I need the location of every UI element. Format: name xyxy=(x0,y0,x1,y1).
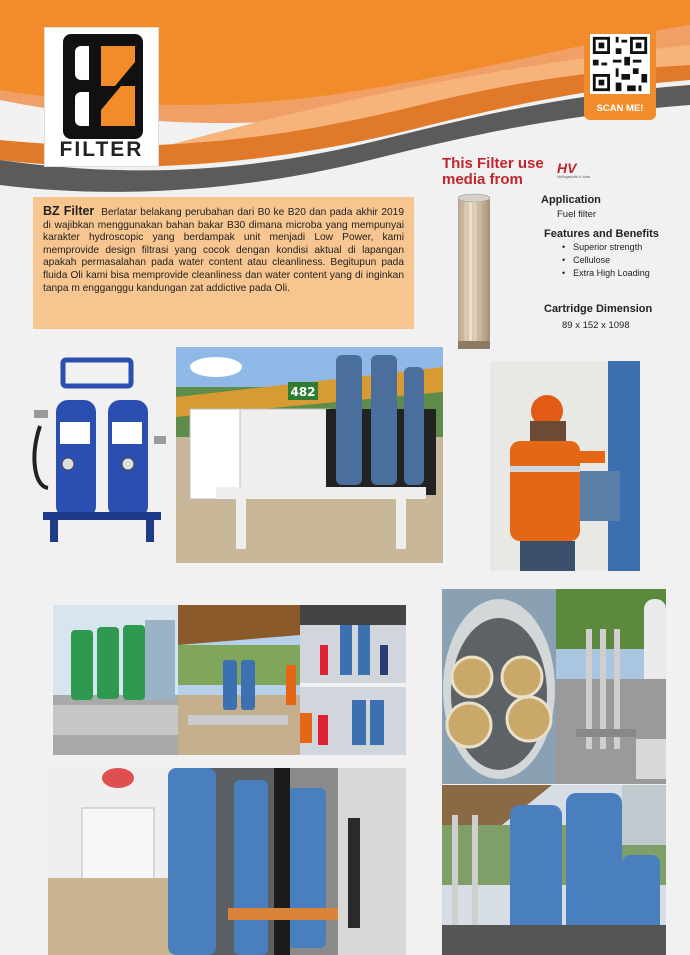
application-title: Application xyxy=(541,194,601,206)
photo-tank-area xyxy=(48,768,406,955)
hv-tagline: Hollingsworth & Vose xyxy=(557,175,591,179)
logo-text: FILTER xyxy=(59,138,144,161)
features-list xyxy=(562,241,650,280)
unit-tag: 482 xyxy=(290,385,316,399)
photo-blue-filter-unit xyxy=(28,356,176,546)
features-title: Features and Benefits xyxy=(544,228,659,240)
photo-green-filters xyxy=(53,605,178,755)
photo-site-shelter xyxy=(178,605,300,755)
qr-code-badge[interactable] xyxy=(584,28,656,120)
bz-logo-mark xyxy=(63,34,143,139)
description-body: Berlatar belakang perubahan dari B0 ke B20 dan pada akhir 2019 di wajibkan menggunakan bahan bakar B30 dimana microba yang mempunyai karakter hydroscopic yang berdampak unit menjadi Low Power, kami memprovide design filtrasi yang cocok dengan kondisi aktual di lapangan apakah permasalahan pada water content atau cleanliness. Begitupun pada fluida Oli kami bisa memprovide cleanliness dan water content yang di inginkan tanpa m engganggu kandungan zat addictive pada Oli. xyxy=(43,207,404,294)
dimension-title: Cartridge Dimension xyxy=(544,303,653,315)
hv-mark: HV xyxy=(557,160,577,176)
photo-worker xyxy=(490,361,640,571)
feature-item: • Superior strength xyxy=(562,241,650,254)
photo-trailer-unit xyxy=(176,347,443,563)
feature-item: • Cellulose xyxy=(562,254,650,267)
qr-label: SCAN ME! xyxy=(596,103,644,114)
filter-cartridge-image xyxy=(455,193,493,353)
photo-site-workers xyxy=(300,605,406,755)
description-box xyxy=(33,197,414,329)
photo-cartridges-inside xyxy=(442,589,556,784)
feature-item: • Extra High Loading xyxy=(562,267,650,280)
description-brand: BZ Filter xyxy=(43,204,95,218)
photo-skid-piping xyxy=(556,589,666,784)
hv-logo xyxy=(557,161,597,189)
brand-logo xyxy=(44,27,159,167)
photo-filter-housings xyxy=(442,785,666,955)
filter-media-heading: This Filter use media from xyxy=(442,155,544,188)
qr-code-icon xyxy=(590,34,650,94)
application-value: Fuel filter xyxy=(557,209,597,220)
dimension-value: 89 x 152 x 1098 xyxy=(562,320,630,331)
